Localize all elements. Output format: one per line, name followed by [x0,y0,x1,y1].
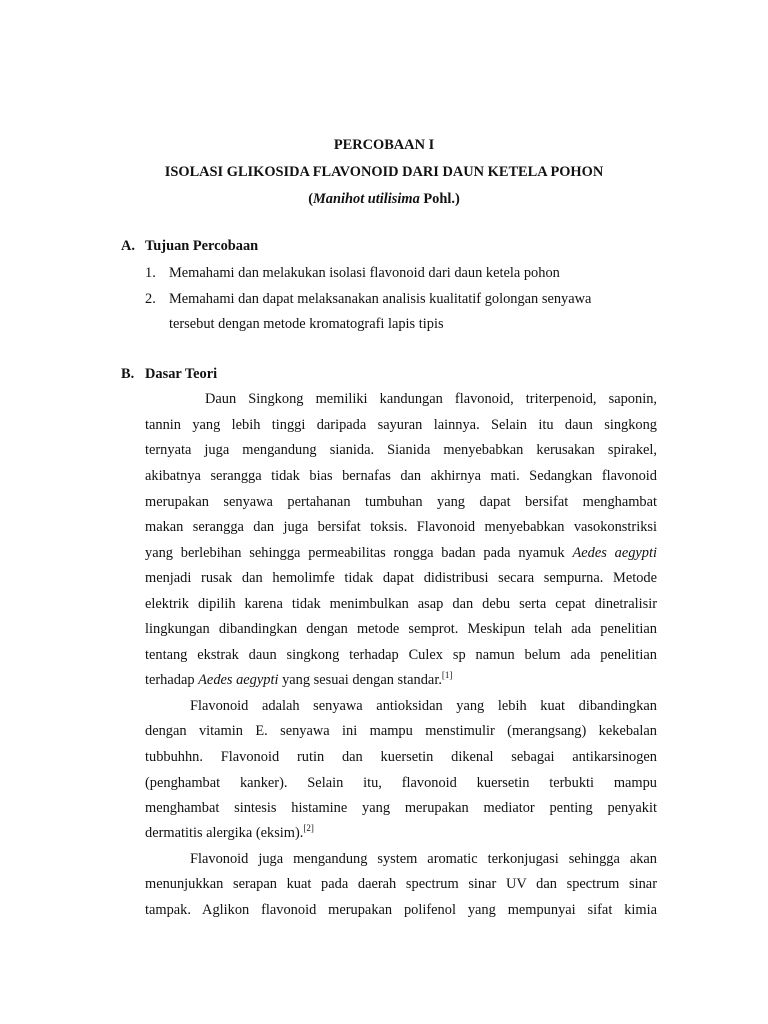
paragraph-1-line [145,671,452,689]
paragraph-1-line: menjadi rusak dan hemolimfe tidak dapat didistribusi secara sempurna. Metode [145,570,657,586]
section-a-marker: A. [121,238,135,254]
title-species-name: Manihot utilisima [313,191,420,207]
title-line-2: ISOLASI GLIKOSIDA FLAVONOID DARI DAUN KETELA POHON [164,164,604,180]
section-b-heading: Dasar Teori [145,366,218,382]
paragraph-1-text: yang sesuai dengan standar. [278,672,442,688]
paragraph-1-line: merupakan senyawa pertahanan tumbuhan yang dapat bersifat menghambat [145,494,657,510]
section-b-marker: B. [121,366,135,382]
title-line-3-rest: Pohl.) [419,191,460,207]
species-name: Aedes aegypti [572,545,657,561]
paragraph-2-line: tubbuhhn. Flavonoid rutin dan kuersetin dikenal sebagai antikarsinogen [145,749,657,765]
list-item-text: Memahami dan dapat melaksanakan analisis kualitatif golongan senyawa [169,291,592,307]
list-item-text: Memahami dan melakukan isolasi flavonoid dari daun ketela pohon [169,265,560,281]
paragraph-1-line: akibatnya serangga tidak bias bernafas dan akhirnya mati. Sedangkan flavonoid [145,468,657,484]
paragraph-1-line [145,544,657,562]
title-line-3 [0,190,768,208]
paragraph-3-line: tampak. Aglikon flavonoid merupakan polifenol yang mempunyai sifat kimia [145,902,657,918]
list-item-number: 1. [145,265,156,281]
paragraph-1-line: makan serangga dan juga bersifat toksis. Flavonoid menyebabkan vasokonstriksi [145,519,657,535]
paragraph-1-line: tannin yang lebih tinggi daripada sayuran lainnya. Selain itu daun singkong [145,417,657,433]
paragraph-2-line: Flavonoid adalah senyawa antioksidan yang lebih kuat dibandingkan [190,698,657,714]
paragraph-3-line: menunjukkan serapan kuat pada daerah spectrum sinar UV dan spectrum sinar [145,876,657,892]
list-item-text-continued: tersebut dengan metode kromatografi lapis tipis [169,316,444,332]
paragraph-1-line: ternyata juga mengandung sianida. Sianida menyebabkan kerusakan spirakel, [145,442,657,458]
paragraph-2-line: (penghambat kanker). Selain itu, flavonoid kuersetin terbukti mampu [145,775,657,791]
paragraph-1-line: tentang ekstrak daun singkong terhadap Culex sp namun belum ada penelitian [145,647,657,663]
paragraph-1-text: terhadap [145,672,199,688]
paragraph-1-line: Daun Singkong memiliki kandungan flavonoid, triterpenoid, saponin, [205,391,657,407]
reference-marker: [2] [303,823,314,834]
paragraph-2-line: menghambat sintesis histamine yang merupakan mediator penting penyakit [145,800,657,816]
title-line-3-open: ( [308,191,314,207]
paragraph-2-line [145,824,314,842]
reference-marker: [1] [441,670,453,681]
species-name: Aedes aegypti [198,672,279,688]
paragraph-1-line: elektrik dipilih karena tidak menimbulkan asap dan debu serta cepat dinetralisir [145,596,657,612]
list-item-number: 2. [145,291,156,307]
paragraph-1-text: yang berlebihan sehingga permeabilitas rongga badan pada nyamuk [145,545,573,561]
title-line-1: PERCOBAAN I [333,137,435,153]
section-a-heading: Tujuan Percobaan [145,238,259,254]
paragraph-3-line: Flavonoid juga mengandung system aromatic terkonjugasi sehingga akan [190,851,657,867]
paragraph-2-text: dermatitis alergika (eksim). [145,825,304,841]
paragraph-1-line: lingkungan dibandingkan dengan metode semprot. Meskipun telah ada penelitian [145,621,657,637]
paragraph-2-line: dengan vitamin E. senyawa ini mampu menstimulir (merangsang) kekebalan [145,723,657,739]
